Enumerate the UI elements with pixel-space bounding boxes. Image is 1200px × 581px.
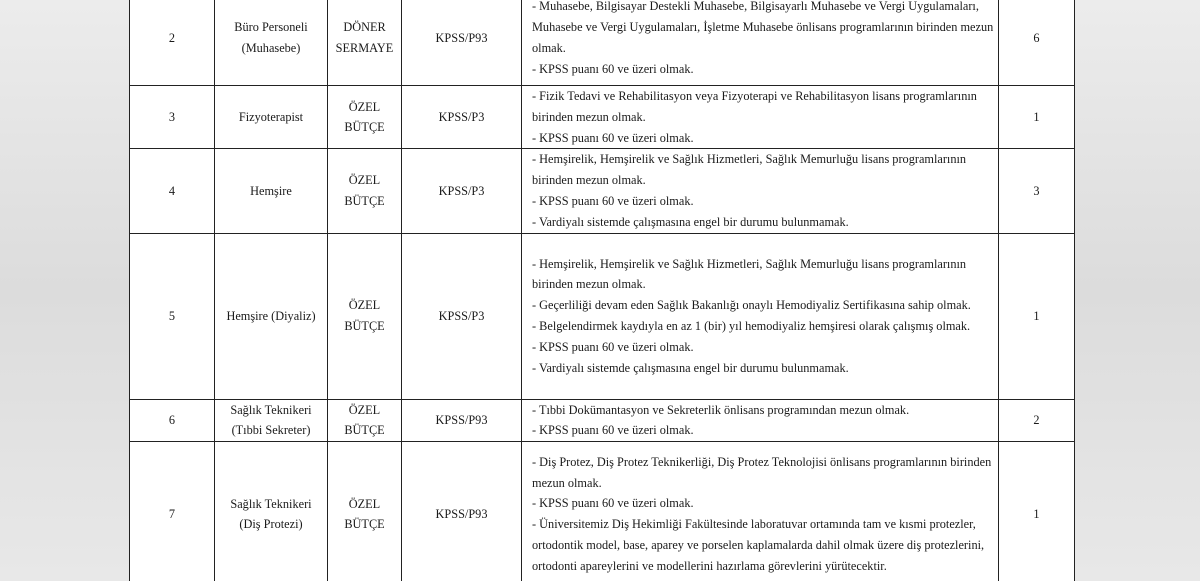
position-count: 1: [999, 442, 1075, 581]
position-count: 3: [999, 149, 1075, 233]
requirement-item: - KPSS puanı 60 ve üzeri olmak.: [532, 496, 694, 511]
requirement-item: - KPSS puanı 60 ve üzeri olmak.: [532, 193, 694, 208]
requirements: [522, 233, 999, 399]
budget-source-line: ÖZEL: [348, 298, 381, 313]
row-number: 7: [130, 442, 215, 581]
position-count: 2: [999, 399, 1075, 442]
document-page: [129, 0, 1075, 581]
budget-source-line: ÖZEL: [348, 496, 381, 511]
budget-source: [328, 399, 402, 442]
requirement-item: - Üniversitemiz Diş Hekimliği Fakültesinde laboratuvar ortamında tam ve kısmi protezler, ortodontik model, base, aparey ve porselen kaplamalarda dahil olmak üzere diş protezlerini, ortodonti apareylerini ve modellerini hazırlama görevlerini yürütecektir.: [532, 517, 985, 573]
position-count: 1: [999, 86, 1075, 149]
requirement-item: - KPSS puanı 60 ve üzeri olmak.: [532, 130, 694, 145]
score-type: KPSS/P3: [402, 233, 522, 399]
requirement-item: - KPSS puanı 60 ve üzeri olmak.: [532, 61, 694, 76]
requirement-item: - Vardiyalı sistemde çalışmasına engel bir durumu bulunmamak.: [532, 214, 849, 229]
table-row: [130, 399, 1075, 442]
table-row: [130, 233, 1075, 399]
position-title: [215, 399, 328, 442]
position-title-line: Sağlık Teknikeri: [230, 496, 312, 511]
position-title-line: (Diş Protezi): [239, 517, 303, 532]
requirement-item: - Vardiyalı sistemde çalışmasına engel bir durumu bulunmamak.: [532, 360, 849, 375]
requirement-item: - Hemşirelik, Hemşirelik ve Sağlık Hizmetleri, Sağlık Memurluğu lisans programlarının birinden mezun olmak.: [532, 256, 967, 292]
requirements: [522, 149, 999, 233]
requirement-item: - Belgelendirmek kaydıyla en az 1 (bir) yıl hemodiyaliz hemşiresi olarak çalışmış olmak.: [532, 319, 971, 334]
table-row: [130, 0, 1075, 86]
row-number: 2: [130, 0, 215, 86]
position-title: [215, 233, 328, 399]
positions-table: [129, 0, 1075, 581]
budget-source: [328, 233, 402, 399]
budget-source-line: BÜTÇE: [344, 193, 385, 208]
position-count: 1: [999, 233, 1075, 399]
requirement-item: - KPSS puanı 60 ve üzeri olmak.: [532, 423, 694, 438]
position-title-line: Sağlık Teknikeri: [230, 402, 312, 417]
budget-source-line: ÖZEL: [348, 99, 381, 114]
background-right: [1075, 0, 1200, 581]
requirements: [522, 442, 999, 581]
table-row: [130, 149, 1075, 233]
budget-source: [328, 149, 402, 233]
requirement-item: - Tıbbi Dokümantasyon ve Sekreterlik önlisans programından mezun olmak.: [532, 402, 910, 417]
row-number: 4: [130, 149, 215, 233]
requirement-item: - Geçerliliği devam eden Sağlık Bakanlığı onaylı Hemodiyaliz Sertifikasına sahip olmak.: [532, 298, 971, 313]
row-number: 3: [130, 86, 215, 149]
position-count: 6: [999, 0, 1075, 86]
budget-source: [328, 86, 402, 149]
position-title: [215, 0, 328, 86]
score-type: KPSS/P93: [402, 442, 522, 581]
requirement-item: - Diş Protez, Diş Protez Teknikerliği, Diş Protez Teknolojisi önlisans programlarının birinden mezun olmak.: [532, 454, 992, 490]
score-type: KPSS/P3: [402, 149, 522, 233]
position-title-line: (Tıbbi Sekreter): [231, 423, 311, 438]
budget-source-line: BÜTÇE: [344, 423, 385, 438]
requirements: [522, 399, 999, 442]
budget-source-line: ÖZEL: [348, 402, 381, 417]
score-type: KPSS/P3: [402, 86, 522, 149]
position-title: [215, 442, 328, 581]
requirement-item: - Hemşirelik, Hemşirelik ve Sağlık Hizmetleri, Sağlık Memurluğu lisans programlarının birinden mezun olmak.: [532, 152, 967, 188]
position-title-line: (Muhasebe): [241, 41, 301, 55]
requirement-item: - Fizik Tedavi ve Rehabilitasyon veya Fizyoterapi ve Rehabilitasyon lisans programlarının birinden mezun olmak.: [532, 89, 977, 124]
requirements: [522, 86, 999, 149]
budget-source-line: DÖNER: [343, 20, 386, 35]
score-type: KPSS/P93: [402, 0, 522, 86]
requirement-item: - Muhasebe, Bilgisayar Destekli Muhasebe, Bilgisayarlı Muhasebe ve Vergi Uygulamaları, Muhasebe ve Vergi Uygulamaları, İşletme Muhasebe önlisans programlarının birinden mezun olmak.: [532, 0, 994, 55]
requirements: [522, 0, 999, 86]
position-title: [215, 149, 328, 233]
position-title: [215, 86, 328, 149]
table-row: [130, 86, 1075, 149]
row-number: 6: [130, 399, 215, 442]
budget-source-line: SERMAYE: [335, 41, 394, 55]
budget-source-line: BÜTÇE: [344, 319, 385, 334]
position-title-line: Hemşire: [250, 183, 292, 198]
budget-source: [328, 442, 402, 581]
position-title-line: Hemşire (Diyaliz): [226, 308, 316, 323]
requirement-item: - KPSS puanı 60 ve üzeri olmak.: [532, 339, 694, 354]
background-left: [0, 0, 130, 581]
budget-source-line: BÜTÇE: [344, 517, 385, 532]
position-title-line: Fizyoterapist: [238, 109, 304, 124]
budget-source: [328, 0, 402, 86]
row-number: 5: [130, 233, 215, 399]
budget-source-line: BÜTÇE: [344, 120, 385, 135]
table-row: [130, 442, 1075, 581]
score-type: KPSS/P93: [402, 399, 522, 442]
position-title-line: Büro Personeli: [234, 20, 308, 35]
budget-source-line: ÖZEL: [348, 173, 381, 188]
